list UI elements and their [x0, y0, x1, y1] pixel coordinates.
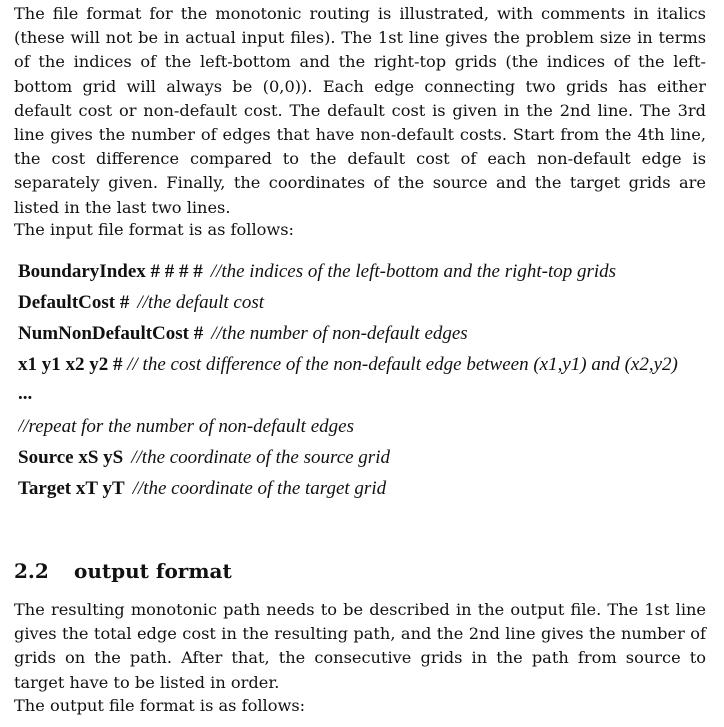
- format-line-boundary: [18, 261, 724, 283]
- format-line-target: [18, 478, 724, 500]
- format-line-repeat: [18, 416, 724, 438]
- format-comment: // the cost difference of the non-default edge between (x1,y1) and (x2,y2): [127, 354, 678, 375]
- format-code: NumNonDefaultCost #: [18, 323, 204, 344]
- output-format-intro: The output file format is as follows:: [14, 696, 306, 715]
- format-comment: //the coordinate of the source grid: [131, 447, 390, 468]
- format-line-edge: [18, 354, 724, 376]
- format-comment: //the coordinate of the target grid: [132, 478, 387, 499]
- format-line-default-cost: [18, 292, 724, 314]
- format-comment: //the default cost: [137, 292, 265, 313]
- section-heading: [14, 559, 232, 583]
- format-code: x1 y1 x2 y2 #: [18, 354, 123, 375]
- input-format-intro: The input file format is as follows:: [14, 220, 295, 239]
- format-comment: //the indices of the left-bottom and the right-top grids: [210, 261, 617, 282]
- section-number: 2.2: [14, 559, 49, 583]
- output-paragraph: The resulting monotonic path needs to be described in the output file. The 1st line gives the total edge cost in the resulting path, and the 2nd line gives the number of grids on the path. After that, the consecutive grids in the path from source to target have to be listed in order.: [14, 600, 706, 692]
- format-code: Target xT yT: [18, 478, 125, 499]
- format-code: ...: [18, 383, 33, 404]
- format-code: DefaultCost #: [18, 292, 130, 313]
- format-comment: //the number of non-default edges: [211, 323, 468, 344]
- format-code: Source xS yS: [18, 447, 124, 468]
- format-line-num-non-default: [18, 323, 724, 345]
- format-line-ellipsis: [18, 383, 724, 405]
- section-title: output format: [74, 559, 232, 583]
- format-comment: //repeat for the number of non-default edges: [18, 416, 354, 437]
- intro-paragraph: The file format for the monotonic routing is illustrated, with comments in italics (these will not be in actual input files). The 1st line gives the problem size in terms of the indices of the left-bottom and the right-top grids (the indices of the left-bottom grid will always be (0,0)). Each edge connecting two grids has either default cost or non-default cost. The default cost is given in the 2nd line. The 3rd line gives the number of edges that have non-default costs. Start from the 4th line, the cost difference compared to the default cost of each non-default edge is separately given. Finally, the coordinates of the source and the target grids are listed in the last two lines.: [14, 4, 706, 217]
- format-line-source: [18, 447, 724, 469]
- format-code: BoundaryIndex # # # #: [18, 261, 203, 282]
